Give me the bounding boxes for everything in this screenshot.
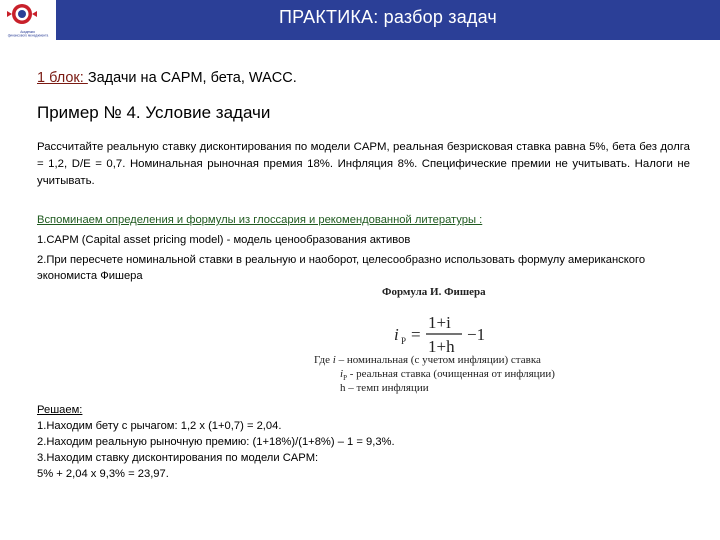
header-bar (0, 0, 720, 40)
task-condition: Рассчитайте реальную ставку дисконтирования по модели CAPM, реальная безрисковая ставка равна 5%, бета без долга = 1,2, D/E = 0,7. Номинальная рыночная премия 18%. Инфляция 8%. Специфические премии не учитывать. Налоги не учитывать. (37, 141, 690, 187)
solution-step-2: 2.Находим реальную рыночную премию: (1+18%)/(1+8%) – 1 = 9,3%. (37, 436, 395, 448)
page-title: ПРАКТИКА: разбор задач (278, 7, 498, 27)
logo (0, 0, 56, 40)
recall-item-1: 1.CAPM (Capital asset pricing model) - модель ценообразования активов (37, 234, 411, 246)
fisher-lhs-sub: P (401, 336, 407, 346)
fisher-legend-2: $i_P$ - реальная ставка (очищенная от инфляции) (340, 368, 555, 383)
academy-logo-icon (0, 0, 56, 40)
fisher-title: Формула И. Фишера (382, 286, 486, 298)
solution-section (37, 402, 697, 482)
solution-heading: Решаем: (37, 404, 83, 416)
solution-step-1: 1.Находим бету с рычагом: 1,2 x (1+0,7) = 2,04. (37, 420, 282, 432)
fisher-numerator: 1+i (428, 313, 451, 332)
block-text: Задачи на CAPM, бета, WACC. (87, 70, 297, 86)
block-line (37, 70, 297, 86)
recall-section (37, 210, 697, 284)
fisher-minus-one: −1 (467, 325, 486, 344)
recall-item-2: 2.При пересчете номинальной ставки в реальную и наоборот, целесообразно использовать формулу американского экономиста Фишера (37, 254, 646, 282)
example-title: Пример № 4. Условие задачи (37, 103, 271, 122)
solution-step-3: 3.Находим ставку дисконтирования по модели CAPM: (37, 452, 319, 464)
fisher-legend-3: h – темп инфляции (340, 382, 429, 394)
fisher-formula-figure (312, 286, 582, 398)
solution-step-4: 5% + 2,04 x 9,3% = 23,97. (37, 468, 169, 480)
fisher-denominator: 1+h (428, 337, 455, 356)
fisher-lhs: i (394, 325, 399, 344)
block-label: 1 блок: (37, 70, 88, 86)
svg-text:Академия финансового м: Академия финансового менеджмента (7, 30, 49, 38)
fisher-legend-1: Где i – номинальная (с учетом инфляции) ставка (314, 354, 541, 366)
fisher-eq: = (411, 325, 421, 344)
recall-heading: Вспоминаем определения и формулы из глоссария и рекомендованной литературы : (37, 214, 483, 226)
